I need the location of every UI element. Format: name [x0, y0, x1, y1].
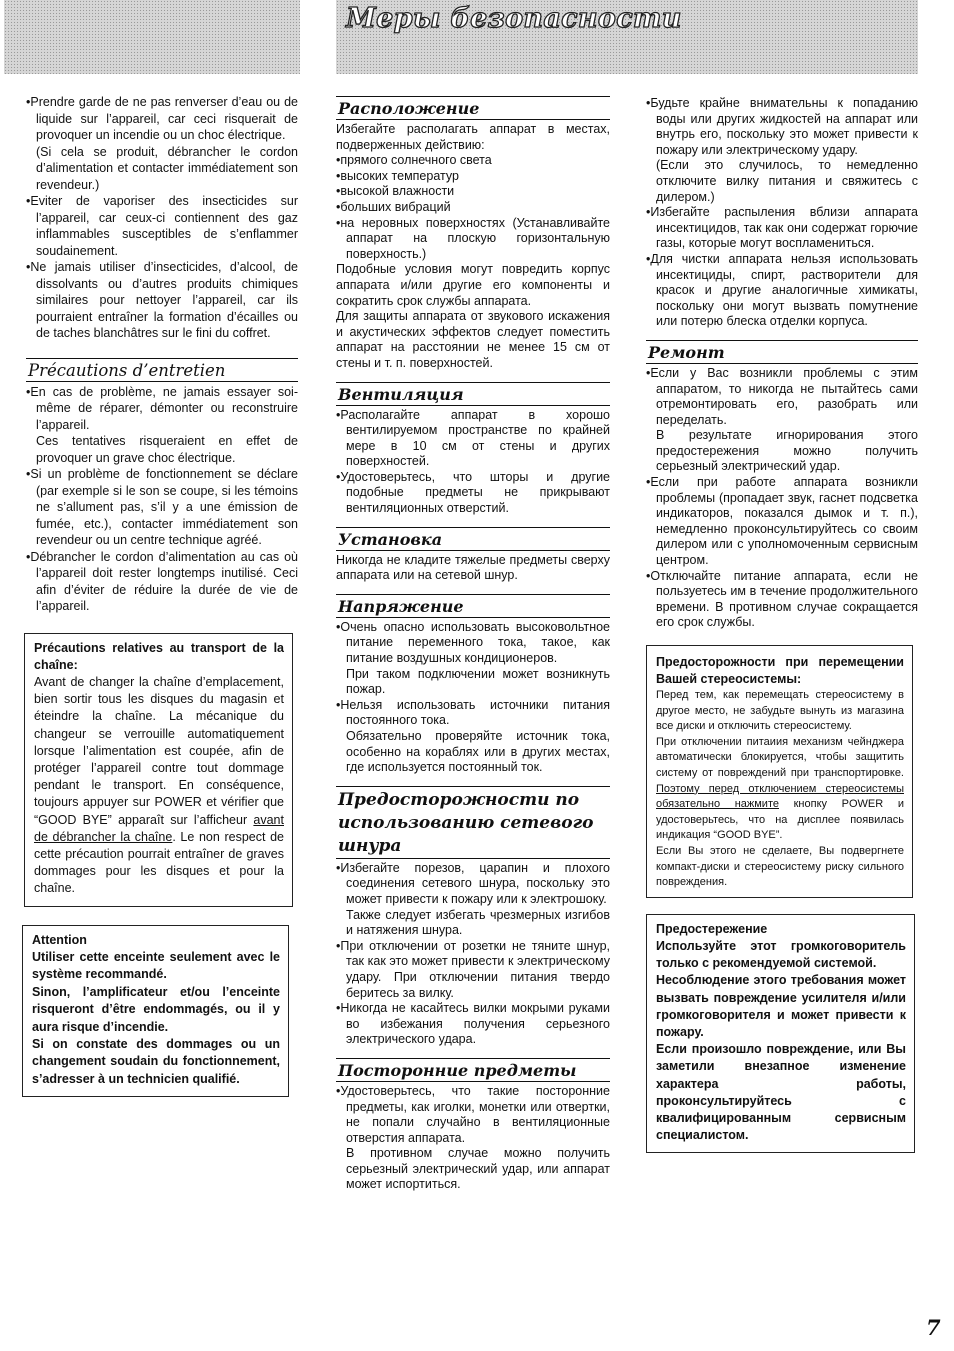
list-item-note: Обязательно проверяйте источник тока, особенно на кораблях или в других местах, где используется постоянный ток. [346, 729, 610, 775]
section-heading-repair: Ремонт [646, 340, 918, 364]
moving-notice-box [646, 645, 913, 898]
list-item: •Будьте крайне внимательны к попаданию воды или других жидкостей на аппарат или внутрь его, поскольку это может привести к пожару или электрическому удару. [646, 96, 918, 157]
list-item: •Избегайте распыления вблизи аппарата инсектицидов, так как они содержат горючие газы, которые могут воспламениться. [646, 205, 918, 251]
list-item-note: В противном случае можно получить серьезный электрический удар, или аппарат может испортиться. [346, 1146, 610, 1192]
warning-text-2: Несоблюдение этого требования может вызвать повреждение усилителя и/или громкоговорителя и может привести к пожару. [656, 973, 906, 1039]
warning-title: Предостережение [656, 921, 768, 936]
warning-text-1: Используйте этот громкоговоритель только с рекомендуемой системой. [656, 938, 906, 971]
page-number: 7 [926, 1315, 941, 1340]
list-item: •Prendre garde de ne pas renverser d’eau ou de liquide sur l’appareil, car ceci risquerait de provoquer un incendie ou un choc électrique. [26, 95, 298, 142]
list-item: •Eviter de vaporiser des insecticides sur l’appareil, car ceux-ci contiennent des gaz inflammables susceptibles de s’enflammer soudainement. [26, 194, 298, 258]
list-item: •на неровных поверхностях (Устанавливайте аппарат на плоскую горизонтальную поверхность.) [336, 215, 610, 261]
moving-notice-text-2: При отключении питаиия механизм чейнджера автоматически блокируется, чтобы защитить систему от повреждений при транспортировке. Поэтому перед отключением стереосистемы обязательно нажмите кнопку POWER и удостоверьтесь, что на дисплее появилась индикация “GOOD BYE”. [656, 735, 904, 842]
list-item: •Избегайте порезов, царапин и плохого соединения сетевого шнура, поскольку это может привести к пожару или к электрошоку. [336, 860, 610, 906]
list-item: •Отключайте питание аппарата, если не пользуетесь им в течение продолжительного времени. В противном случае сокращается его срок службы. [646, 568, 918, 630]
section-heading-power-cord: Предосторожности по использованию сетевого шнура [336, 786, 610, 859]
list-item: •Si un problème de fonctionnement se déclare (par exemple si le son se coupe, si les témoins ne s’allument pas, s’il y a une émission de fumée, etc.), contacter immédiatement son revendeur ou un centre technique agréé. [26, 467, 298, 547]
list-item: •Если у Вас возникли проблемы с этим аппаратом, то никогда не пытайтесь сами отремонтировать его, разобрать или переделать. [646, 365, 918, 427]
list-item-note: При таком подключении может возникнуть пожар. [346, 666, 610, 697]
list-item: •Удостоверьтесь, что такие посторонние предметы, как иголки, монетки или отвертки, не попали случайно в вентиляционные отверстия аппарата. [336, 1083, 610, 1145]
header-band-left [4, 0, 300, 74]
maintenance-list [26, 384, 298, 615]
placement-text-1: Подобные условия могут повредить корпус аппарата и/или другие его компоненты и сократить срок службы аппарата. [336, 262, 610, 308]
section-heading-maintenance: Précautions d’entretien [26, 358, 298, 382]
placement-intro: Избегайте располагать аппарат в местах, подверженных действию: [336, 122, 610, 152]
warning-text-3: Если произошло повреждение, или Вы заметили внезапное изменение характера работы, проконсультируйтесь с квалифицированным сервисным специалистом. [656, 1042, 906, 1143]
list-item: •Ne jamais utiliser d’insecticides, d’alcool, de dissolvants ou d’autres produits chimiques similaires pour nettoyer l’appareil, car ils pourraient entraîner la formation d’écailles ou de taches blanchâtres sur le fini du coffret. [26, 260, 298, 340]
section-heading-placement: Расположение [336, 96, 610, 120]
section-heading-foreign-objects: Посторонние предметы [336, 1058, 610, 1082]
transport-notice-title: Précautions relatives au transport de la chaîne: [34, 640, 284, 672]
list-item-note: Ces tentatives risqueraient en effet de provoquer un grave choc électrique. [36, 434, 298, 465]
placement-text-2: Для защиты аппарата от звукового искажения и акустических эффектов следует поместить аппарат на расстоянии не менее 15 см от стены и т. п. поверхностей. [336, 309, 610, 370]
transport-notice-box [24, 633, 293, 907]
list-item-note: Также следует избегать чрезмерных изгибов и натяжения шнура. [346, 907, 610, 938]
list-item: •высоких температур [336, 168, 459, 183]
list-item-note: В результате игнорирования этого предостережения можно получить серьезный электрический удар. [656, 428, 918, 474]
list-item: •Никогда не касайтесь вилки мокрыми руками во избежания получения серьезного электрического удара. [336, 1001, 610, 1047]
installation-text: Никогда не кладите тяжелые предметы сверху аппарата или на сетевой шнур. [336, 552, 610, 583]
transport-notice-text: Avant de changer la chaîne d’emplacement, bien sortir tous les disques du magasin et éteindre la chaîne. La mécanique du changeur se verrouille automatiquement lorsque l’alimentation est coupée, afin de protéger l’appareil contre tout dommage pendant le transport. En conséquence, toujours appuyer sur POWER et vérifier que “GOOD BYE” apparaît sur l’afficheur avant de débrancher la chaîne. Le non respect de cette précaution pourrait entraîner de graves dommages pour les disques et pour la chaîne. [34, 674, 284, 896]
list-item: •высокой влажности [336, 184, 455, 199]
column-middle [336, 96, 610, 1193]
list-item: •Удостоверьтесь, что шторы и другие подобные предметы не прикрывают вентиляционных отверстий. [336, 469, 610, 516]
list-item: •Нельзя использовать источники питания постоянного тока. [336, 697, 610, 728]
moving-notice-text-3: Если Вы этого не сделаете, Вы подвергнете компакт-диски и стереосистему риску сильного повреждения. [656, 844, 904, 889]
attention-box [22, 925, 289, 1098]
attention-text-1: Utiliser cette enceinte seulement avec le système recommandé. [32, 949, 280, 982]
list-item-note: (Если это случилось, то немедленно отключите вилку питания и свяжитесь с дилером.) [656, 158, 918, 204]
intro-list-fr [26, 94, 298, 342]
list-item: •Если при работе аппарата возникли проблемы (пропадает звук, гаснет подсветка индикаторов, показался дымок и т. п.), немедленно проконсультируйтесь со своим дилером или с уполномоченным сервисным центром. [646, 475, 918, 568]
moving-notice-title: Предосторожности при перемещении Вашей стереосистемы: [656, 655, 904, 686]
moving-notice-text-1: Перед тем, как перемещать стереосистему в другое место, не забудьте вынуть из магазина все диски и отключить стереосистему. [656, 689, 904, 733]
list-item: •больших вибраций [336, 199, 451, 214]
list-item: •Для чистки аппарата нельзя использовать инсектициды, спирт, растворители для красок и другие аналогичные химикаты, поскольку они могут вызвать помутнение или потерю блеска отделки корпуса. [646, 251, 918, 329]
attention-text-3: Si on constate des dommages ou un changement soudain du fonctionnement, s’adresser à un technicien qualifié. [32, 1036, 280, 1086]
section-heading-voltage: Напряжение [336, 594, 610, 618]
section-heading-ventilation: Вентиляция [336, 382, 610, 406]
list-item: •При отключении от розетки не тяните шнур, так как это может привести к электрическому удару. При отключении питания твердо беритесь за вилку. [336, 938, 610, 1000]
section-heading-installation: Установка [336, 527, 610, 551]
list-item: •Débrancher le cordon d’alimentation au cas où l’appareil doit rester longtemps inutilisé. Ceci afin d’éviter de réduire la durée de vie de l’appareil. [26, 549, 298, 613]
column-right [646, 96, 918, 1153]
attention-title: Attention [32, 932, 87, 947]
list-item-note: (Si cela se produit, débrancher le cordon d’alimentation et contacter immédiatement son revendeur.) [36, 144, 298, 192]
list-item: •En cas de problème, ne jamais essayer soi-même de réparer, démonter ou reconstruire l’appareil. [26, 384, 298, 432]
column-left [26, 94, 298, 1097]
page-title: Меры безопасности [346, 3, 682, 34]
list-item: •Очень опасно использовать высоковольтное питание переменного тока, такое, как питание воздушных кондиционеров. [336, 619, 610, 666]
warning-box [646, 914, 915, 1154]
list-item: •Располагайте аппарат в хорошо вентилируемом пространстве по крайней мере в 10 см от стены и других поверхностей. [336, 407, 610, 469]
list-item: •прямого солнечного света [336, 153, 492, 168]
attention-text-2: Sinon, l’amplificateur et/ou l’enceinte risqueront d’être endommagés, ou il y aura risque d’incendie. [32, 984, 280, 1034]
